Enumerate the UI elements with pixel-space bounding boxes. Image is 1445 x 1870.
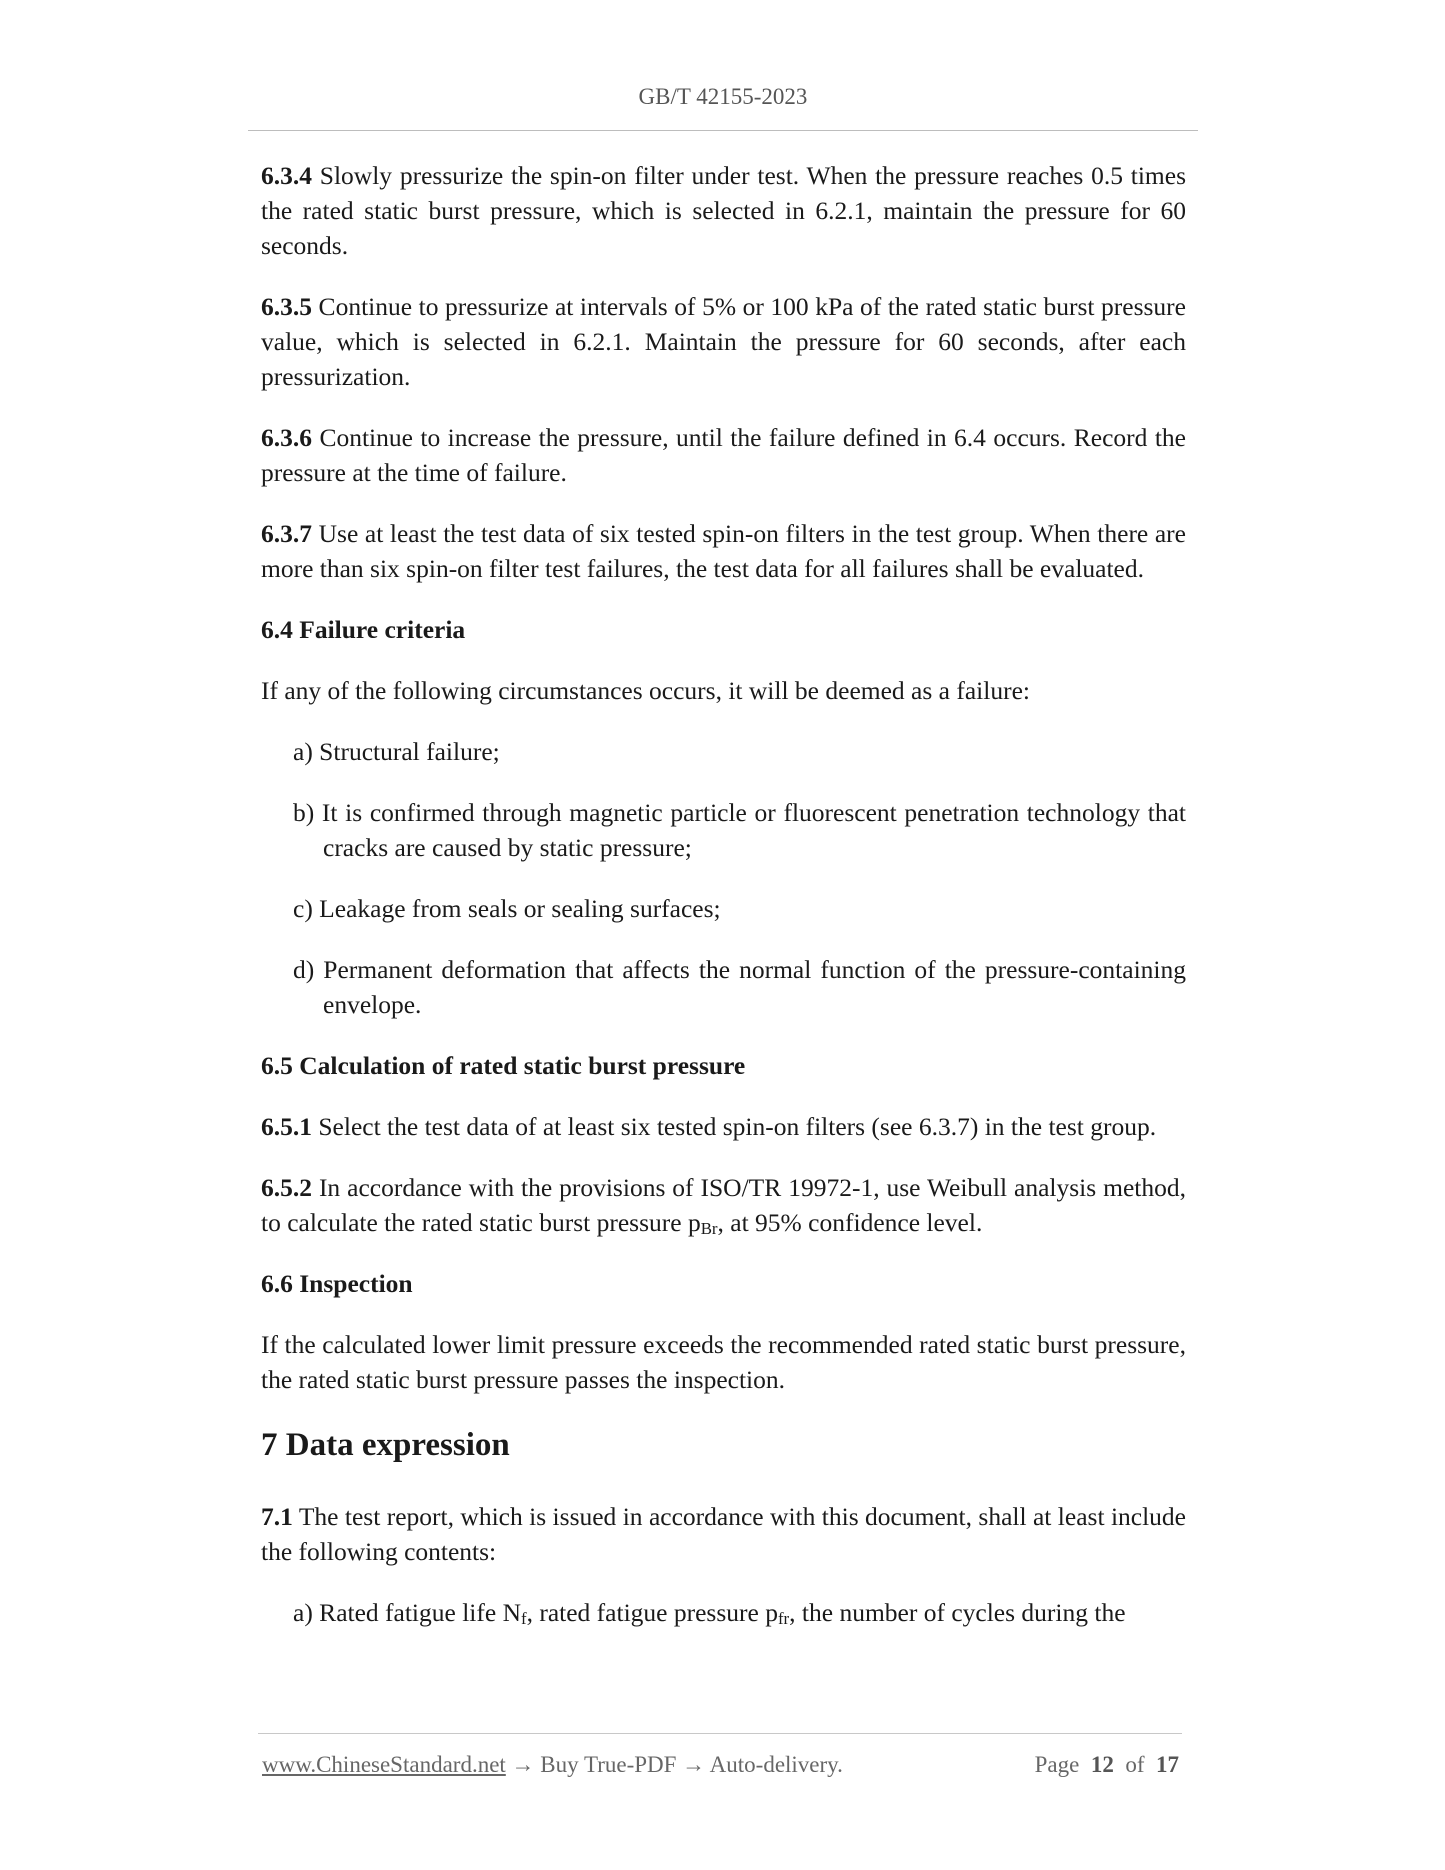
clause-6-5-2 xyxy=(261,1170,1186,1240)
clause-text: Continue to increase the pressure, until the failure defined in 6.4 occurs. Record the pressure at the time of failure. xyxy=(261,423,1186,487)
list-item: b) It is confirmed through magnetic particle or fluorescent penetration technology that cracks are caused by static pressure; xyxy=(293,798,1186,862)
inspection-text: If the calculated lower limit pressure exceeds the recommended rated static burst pressure, the rated static burst pressure passes the inspection. xyxy=(261,1330,1186,1394)
clause-text: Use at least the test data of six tested spin-on filters in the test group. When there are more than six spin-on filter test failures, the test data for all failures shall be evaluated. xyxy=(261,519,1186,583)
section-heading-6-6: 6.6 Inspection xyxy=(261,1269,413,1298)
footer xyxy=(262,1752,1182,1778)
header-divider xyxy=(248,130,1198,131)
footer-divider xyxy=(258,1733,1182,1734)
list-item: c) Leakage from seals or sealing surfaces; xyxy=(293,894,721,923)
footer-promo: → Buy True-PDF → Auto-delivery. xyxy=(505,1752,843,1777)
clause-text: In accordance with the provisions of ISO/TR 19972-1, use Weibull analysis method, to calculate the rated static burst pressure p xyxy=(261,1173,1186,1237)
failure-intro: If any of the following circumstances occurs, it will be deemed as a failure: xyxy=(261,676,1030,705)
clause-text: , at 95% confidence level. xyxy=(717,1208,983,1237)
clause-text: Select the test data of at least six tested spin-on filters (see 6.3.7) in the test group. xyxy=(312,1112,1157,1141)
list-item-text: a) Rated fatigue life N xyxy=(293,1598,521,1627)
list-item-text: , the number of cycles during the xyxy=(789,1598,1126,1627)
clause-text: Continue to pressurize at intervals of 5% or 100 kPa of the rated static burst pressure value, which is selected in 6.2.1. Maintain the pressure for 60 seconds, after each pressurization. xyxy=(261,292,1186,391)
subscript: Br xyxy=(700,1219,718,1239)
section-heading-6-5: 6.5 Calculation of rated static burst pressure xyxy=(261,1051,746,1080)
page-label: Page xyxy=(1034,1752,1080,1777)
clause-number: 6.3.4 xyxy=(261,161,312,190)
website-link[interactable]: www.ChineseStandard.net xyxy=(262,1752,506,1777)
list-item: a) Structural failure; xyxy=(293,737,500,766)
clause-number: 6.3.6 xyxy=(261,423,312,452)
clause-6-3-6 xyxy=(261,420,1186,490)
clause-text: Slowly pressurize the spin-on filter under test. When the pressure reaches 0.5 times the rated static burst pressure, which is selected in 6.2.1, maintain the pressure for 60 seconds. xyxy=(261,161,1186,260)
list-item xyxy=(293,1595,1186,1630)
clause-number: 7.1 xyxy=(261,1502,293,1531)
clause-7-1 xyxy=(261,1499,1186,1569)
section-heading-6-4: 6.4 Failure criteria xyxy=(261,615,466,644)
page-number: 12 xyxy=(1090,1752,1114,1777)
clause-6-3-5 xyxy=(261,289,1186,394)
chapter-heading-7: 7 Data expression xyxy=(261,1427,510,1463)
clause-6-3-7 xyxy=(261,516,1186,586)
clause-6-5-1 xyxy=(261,1109,1186,1144)
total-pages: 17 xyxy=(1156,1752,1179,1777)
of-label: of xyxy=(1125,1752,1145,1777)
subscript: fr xyxy=(777,1609,790,1629)
clause-number: 6.5.2 xyxy=(261,1173,312,1202)
page-content xyxy=(261,158,1186,1656)
list-item-text: , rated fatigue pressure p xyxy=(526,1598,778,1627)
clause-number: 6.3.7 xyxy=(261,519,312,548)
clause-text: The test report, which is issued in accordance with this document, shall at least include the following contents: xyxy=(261,1502,1186,1566)
header-doc-number: GB/T 42155-2023 xyxy=(638,84,808,109)
page-indicator xyxy=(1035,1752,1179,1778)
clause-number: 6.3.5 xyxy=(261,292,312,321)
clause-number: 6.5.1 xyxy=(261,1112,312,1141)
list-item: d) Permanent deformation that affects the normal function of the pressure-containing envelope. xyxy=(293,955,1186,1019)
clause-6-3-4 xyxy=(261,158,1186,263)
subscript: f xyxy=(520,1609,527,1629)
